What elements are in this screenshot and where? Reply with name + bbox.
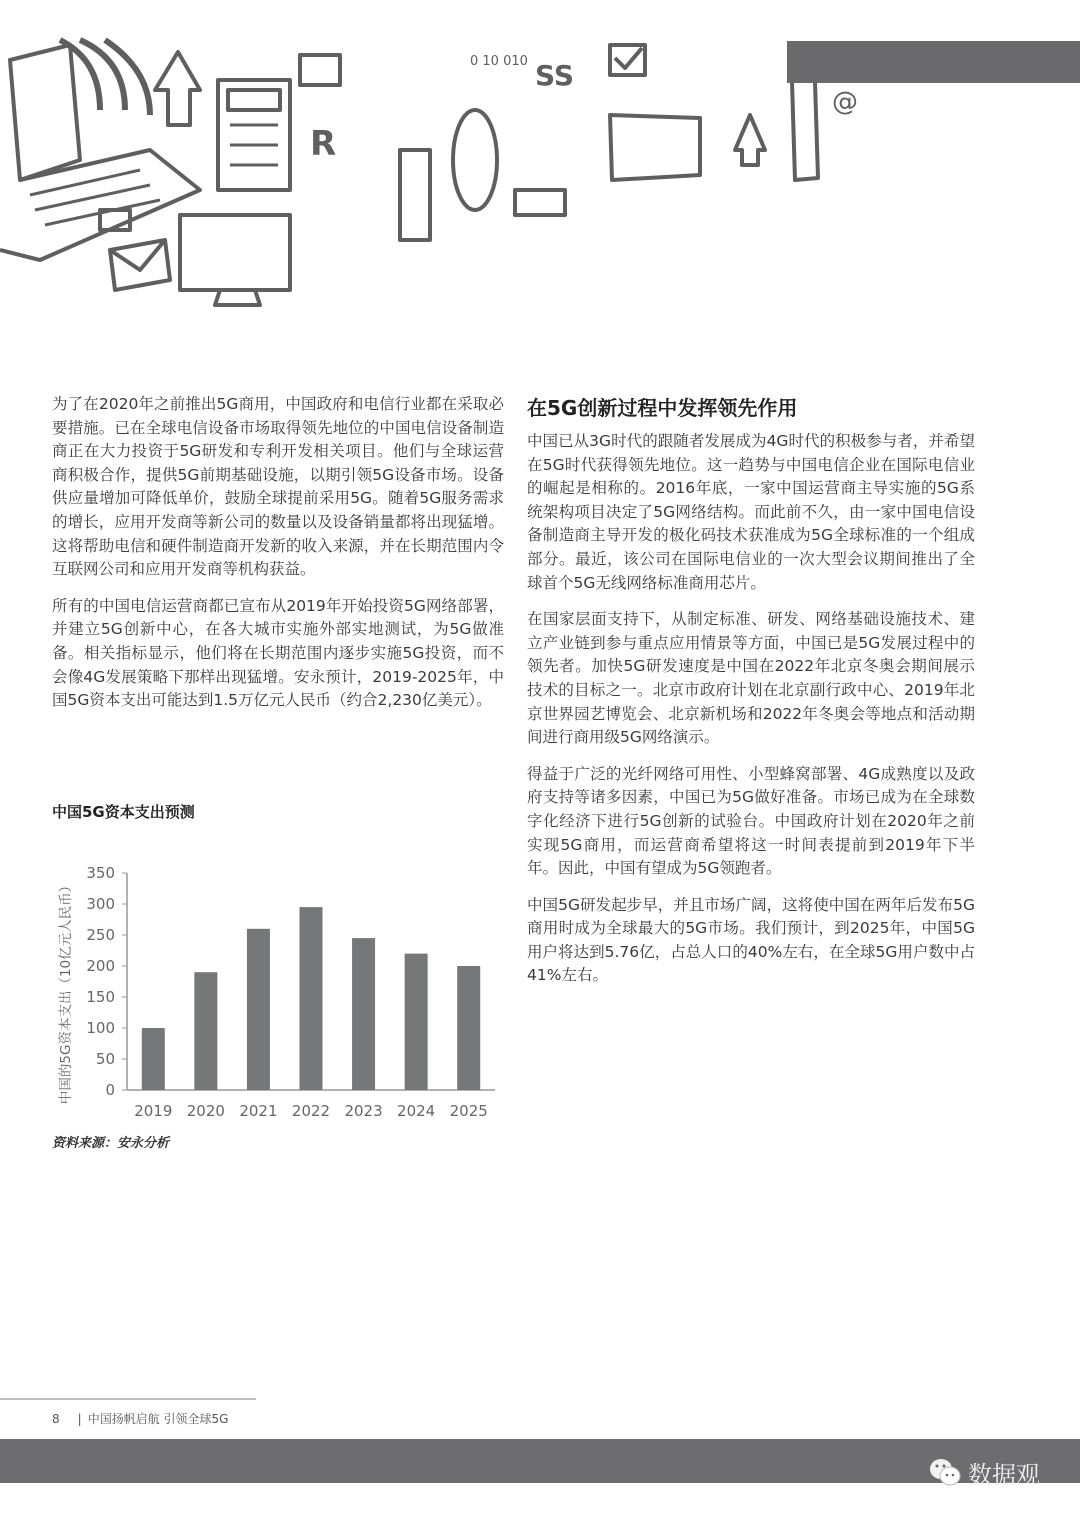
y-tick-label: 200 [86,957,115,975]
x-tick-label: 2021 [239,1102,278,1120]
bar-2019 [142,1028,165,1090]
calculator-icon [218,80,290,190]
publication-title: 中国扬帆启航 引领全球5G [87,1412,229,1426]
com-tag-doodle [400,150,430,240]
y-axis-label: 中国的5G资本支出（10亿元人民币） [58,878,74,1105]
paragraph: 所有的中国电信运营商都已宣布从2019年开始投资5G网络部署，并建立5G创新中心，在各大城市实施外部实地测试，为5G做准备。相关指标显示，他们将在长期范围内逐步实施5G投资，而不会像4G发展策略下那样出现猛增。安永预计，2019-2025年，中国5G资本支出可能达到1.5万亿元人民币（约合2,230亿美元）。 [52,596,504,710]
y-tick-label: 100 [86,1019,115,1037]
left-column [52,393,504,726]
x-tick-label: 2019 [134,1102,173,1120]
paragraph: 中国5G研发起步早，并且市场广阔，这将使中国在两年后发布5G商用时成为全球最大的5G市场。我们预计，到2025年，中国5G用户将达到5.76亿，占总人口的40%左右，在全球5G用户数中占41%左右。 [527,895,975,985]
ss-doodle: SS [535,59,575,92]
y-tick-label: 300 [86,895,115,913]
bar-2022 [300,907,323,1090]
bar-2023 [352,938,375,1090]
paragraph: 中国已从3G时代的跟随者发展成为4G时代的积极参与者，并希望在5G时代获得领先地位。这一趋势与中国电信企业在国际电信业的崛起是相称的。2016年底，一家中国运营商主导实施的5G系统架构项目决定了5G网络结构。而此前不久，由一家中国电信设备制造商主导开发的极化码技术获准成为5G全球标准的一个组成部分。最近，该公司在国际电信业的一次大型会议期间推出了全球首个5G无线网络标准商用芯片。 [527,432,975,592]
y-tick-label: 0 [105,1081,115,1099]
page-number: 8 [52,1412,60,1426]
right-column [527,430,975,1001]
paragraph: 得益于广泛的光纤网络可用性、小型蜂窝部署、4G成熟度以及政府支持等诸多因素，中国已为5G做好准备。市场已成为在全球数字化经济下进行5G创新的试验台。中国政府计划在2020年之前实现5G商用，而运营商希望将这一时间表提前到2019年下半年。因此，中国有望成为5G领跑者。 [527,764,975,878]
arrow-up-icon-2 [735,115,765,165]
section-heading: 在5G创新过程中发挥领先作用 [527,396,798,420]
at-sign-doodle: @ [832,87,858,117]
box-icon [300,55,340,85]
bar-2024 [405,954,428,1090]
bar-2021 [247,929,270,1090]
monitor-icon [180,215,290,305]
watermark [928,1455,1040,1490]
footer-divider [0,1398,256,1400]
watermark-text: 数据观 [968,1461,1040,1489]
envelope-icon [110,240,170,290]
y-tick-label: 50 [95,1050,115,1068]
letter-r-doodle: R [310,124,337,164]
bar-2025 [457,966,480,1090]
y-tick-label: 250 [86,926,115,944]
zero-doodle [453,110,497,210]
y-tick-label: 150 [86,988,115,1006]
paragraph: 为了在2020年之前推出5G商用，中国政府和电信行业都在采取必要措施。已在全球电信设备市场取得领先地位的中国电信设备制造商正在大力投资于5G研发和专利开发相关项目。他们与全球运营商积极合作，提供5G前期基础设施，以期引领5G设备市场。设备供应量增加可降低单价，鼓励全球提前采用5G。随着5G服务需求的增长，应用开发商等新公司的数量以及设备销量都将出现猛增。这将帮助电信和硬件制造商开发新的收入来源，并在长期范围内令互联网公司和应用开发商等机构获益。 [52,395,504,579]
chart-title: 中国5G资本支出预测 [52,803,195,821]
x-tick-label: 2020 [186,1102,225,1120]
header-bar [787,41,1080,83]
paragraph: 在国家层面支持下，从制定标准、研发、网络基础设施技术、建立产业链到参与重点应用情景等方面，中国已是5G发展过程中的领先者。加快5G研发速度是中国在2022年北京冬奥会期间展示技术的目标之一。北京市政府计划在北京副行政中心、2019年北京世界园艺博览会、北京新机场和2022年冬奥会等地点和活动期间进行商用级5G网络演示。 [527,610,975,747]
safe-box-doodle [610,115,700,180]
binary-doodle: 0 10 010 [470,54,528,69]
footer-band [0,1439,1080,1483]
chart-source: 资料来源：安永分析 [52,1136,170,1151]
x-tick-label: 2024 [397,1102,436,1120]
bracket-doodle [792,82,818,180]
x-tick-label: 2022 [291,1102,331,1120]
bar-2020 [194,972,217,1090]
checkmark-icon [615,48,642,68]
arrow-up-icon [155,52,200,125]
footer-separator: | [77,1412,82,1426]
y-tick-label: 350 [86,864,115,882]
x-tick-label: 2023 [344,1102,383,1120]
page-footer [52,1410,228,1427]
laptop-icon [0,45,200,260]
capex-bar-chart [40,850,510,1130]
click-button-doodle [515,190,565,215]
wechat-icon [928,1457,962,1489]
x-tick-label: 2025 [449,1102,488,1120]
